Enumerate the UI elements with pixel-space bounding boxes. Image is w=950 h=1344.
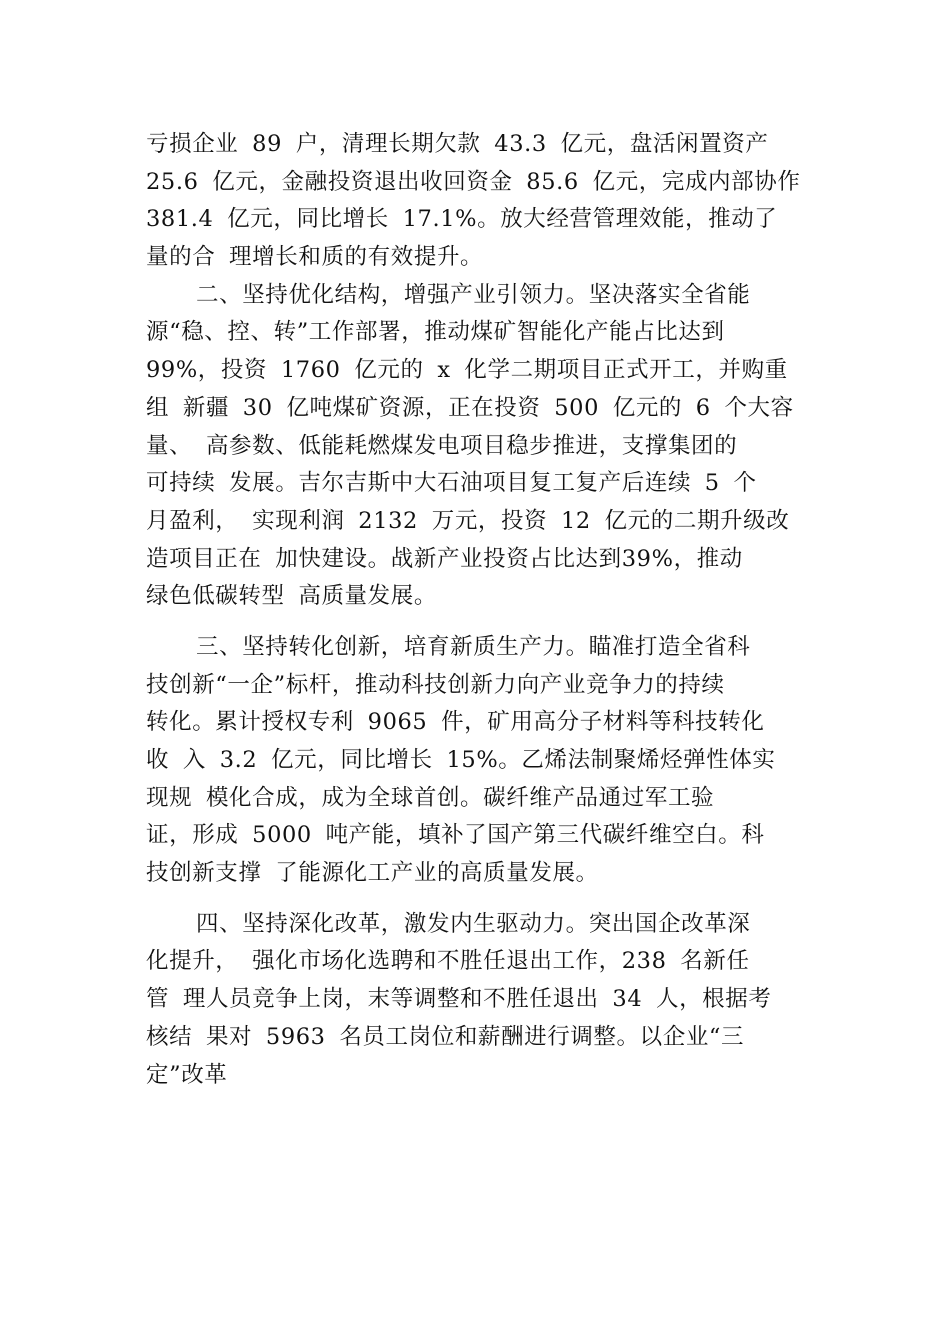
text-line: 化提升， 强化市场化选聘和不胜任退出工作，238 名新任 xyxy=(146,948,750,975)
paragraph-spacer xyxy=(146,893,811,906)
text-line: 绿色低碳转型 高质量发展。 xyxy=(146,583,437,610)
text-line: 量的合 理增长和质的有效提升。 xyxy=(146,244,484,271)
paragraph-1 xyxy=(146,126,811,277)
text-line: 现规 模化合成，成为全球首创。碳纤维产品通过军工验 xyxy=(146,784,715,811)
text-line: 造项目正在 加快建设。战新产业投资占比达到39%，推动 xyxy=(146,545,743,572)
paragraph-4 xyxy=(146,906,811,1094)
text-line: 技创新“一企”标杆，推动科技创新力向产业竞争力的持续 xyxy=(146,671,725,698)
paragraph-2 xyxy=(146,277,811,616)
text-line: 99%，投资 1760 亿元的 x 化学二期项目正式开工，并购重 xyxy=(146,357,788,384)
text-line: 量、 高参数、低能耗燃煤发电项目稳步推进，支撑集团的 xyxy=(146,432,738,459)
text-line: 月盈利， 实现利润 2132 万元，投资 12 亿元的二期升级改 xyxy=(146,507,790,534)
text-line: 亏损企业 89 户，清理长期欠款 43.3 亿元，盘活闲置资产 xyxy=(146,131,769,157)
text-line: 源“稳、控、转”工作部署，推动煤矿智能化产能占比达到 xyxy=(146,319,725,346)
text-line: 可持续 发展。吉尔吉斯中大石油项目复工复产后连续 5 个 xyxy=(146,470,757,497)
text-line: 收 入 3.2 亿元，同比增长 15%。乙烯法制聚烯烃弹性体实 xyxy=(146,747,776,773)
text-line: 四、坚持深化改革，激发内生驱动力。突出国企改革深 xyxy=(196,910,751,937)
text-line: 二、坚持优化结构，增强产业引领力。坚决落实全省能 xyxy=(196,281,751,308)
paragraph-3 xyxy=(146,629,811,893)
text-line: 三、坚持转化创新，培育新质生产力。瞄准打造全省科 xyxy=(196,633,751,660)
text-line: 组 新疆 30 亿吨煤矿资源，正在投资 500 亿元的 6 个大容 xyxy=(146,394,794,421)
text-line: 定”改革 xyxy=(146,1061,228,1088)
text-line: 25.6 亿元，金融投资退出收回资金 85.6 亿元，完成内部协作 xyxy=(146,168,801,195)
document-body xyxy=(146,126,811,1094)
text-line: 管 理人员竞争上岗，末等调整和不胜任退出 34 人，根据考 xyxy=(146,986,772,1013)
text-line: 转化。累计授权专利 9065 件，矿用高分子材料等科技转化 xyxy=(146,709,765,736)
text-line: 381.4 亿元，同比增长 17.1%。放大经营管理效能，推动了 xyxy=(146,206,778,233)
text-line: 证，形成 5000 吨产能，填补了国产第三代碳纤维空白。科 xyxy=(146,822,765,849)
paragraph-spacer xyxy=(146,616,811,629)
text-line: 技创新支撑 了能源化工产业的高质量发展。 xyxy=(146,860,599,887)
text-line: 核结 果对 5963 名员工岗位和薪酬进行调整。以企业“三 xyxy=(146,1023,745,1050)
